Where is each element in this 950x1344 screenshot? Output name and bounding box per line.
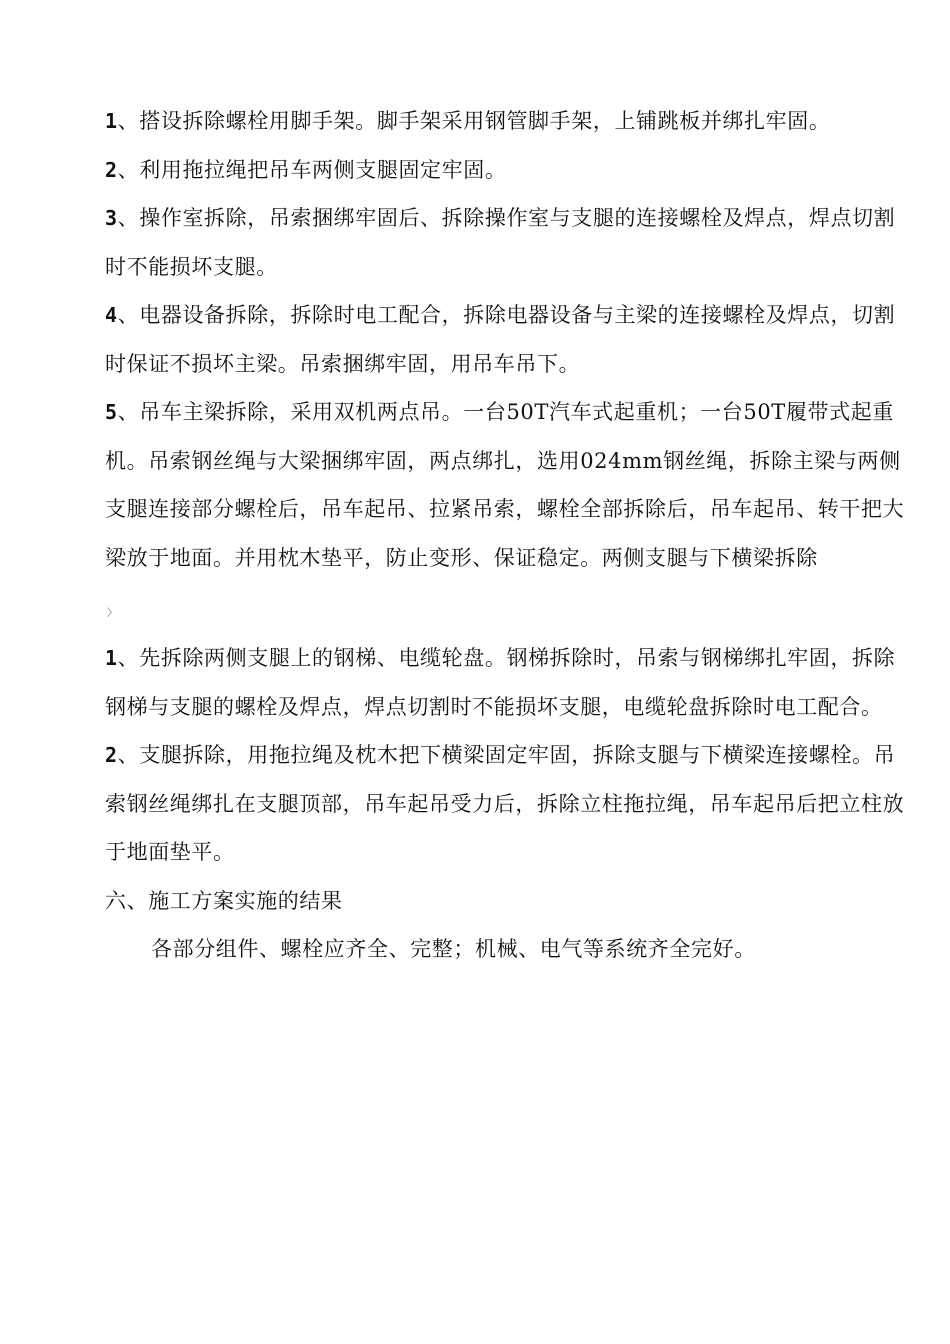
step-number: 1 bbox=[105, 109, 118, 133]
step-number: 3 bbox=[105, 206, 118, 230]
spacer bbox=[105, 582, 905, 604]
section-body: 各部分组件、螺栓应齐全、完整；机械、电气等系统齐全完好。 bbox=[151, 937, 756, 961]
step-item bbox=[105, 388, 905, 582]
step-item bbox=[105, 194, 905, 291]
separator-mark: 〉 bbox=[107, 608, 117, 619]
step-item bbox=[105, 634, 905, 731]
step-number: 4 bbox=[105, 303, 118, 327]
document-body bbox=[105, 97, 905, 974]
step-item bbox=[105, 731, 905, 877]
section-heading: 六、施工方案实施的结果 bbox=[105, 888, 343, 913]
step-number: 2 bbox=[105, 743, 118, 767]
step-item bbox=[105, 146, 905, 195]
step-item bbox=[105, 97, 905, 146]
step-text: 、吊车主梁拆除，采用双机两点吊。一台50T汽车式起重机；一台50T履带式起重机。吊索钢丝绳与大梁捆绑牢固，两点绑扎，选用024mm钢丝绳，拆除主梁与两侧支腿连接部分螺栓后，吊车起吊、拉紧吊索，螺栓全部拆除后，吊车起吊、转干把大梁放于地面。并用枕木垫平，防止变形、保证稳定。两侧支腿与下横梁拆除 bbox=[105, 400, 905, 570]
step-text: 、电器设备拆除，拆除时电工配合，拆除电器设备与主梁的连接螺栓及焊点，切割时保证不损坏主梁。吊索捆绑牢固，用吊车吊下。 bbox=[105, 303, 896, 376]
step-item bbox=[105, 291, 905, 388]
step-text: 、操作室拆除，吊索捆绑牢固后、拆除操作室与支腿的连接螺栓及焊点，焊点切割时不能损坏支腿。 bbox=[105, 206, 896, 279]
step-number: 5 bbox=[105, 400, 118, 424]
step-text: 、支腿拆除，用拖拉绳及枕木把下横梁固定牢固，拆除支腿与下横梁连接螺栓。吊索钢丝绳绑扎在支腿顶部，吊车起吊受力后，拆除立柱拖拉绳，吊车起吊后把立柱放于地面垫平。 bbox=[105, 743, 905, 864]
step-text: 、搭设拆除螺栓用脚手架。脚手架采用钢管脚手架，上铺跳板并绑扎牢固。 bbox=[117, 109, 831, 133]
step-number: 2 bbox=[105, 157, 118, 182]
step-text: 、利用拖拉绳把吊车两侧支腿固定牢固。 bbox=[117, 157, 507, 182]
step-text: 、先拆除两侧支腿上的钢梯、电缆轮盘。钢梯拆除时，吊索与钢梯绑扎牢固，拆除钢梯与支腿的螺栓及焊点，焊点切割时不能损坏支腿，电缆轮盘拆除时电工配合。 bbox=[105, 646, 896, 719]
step-number: 1 bbox=[105, 646, 118, 670]
